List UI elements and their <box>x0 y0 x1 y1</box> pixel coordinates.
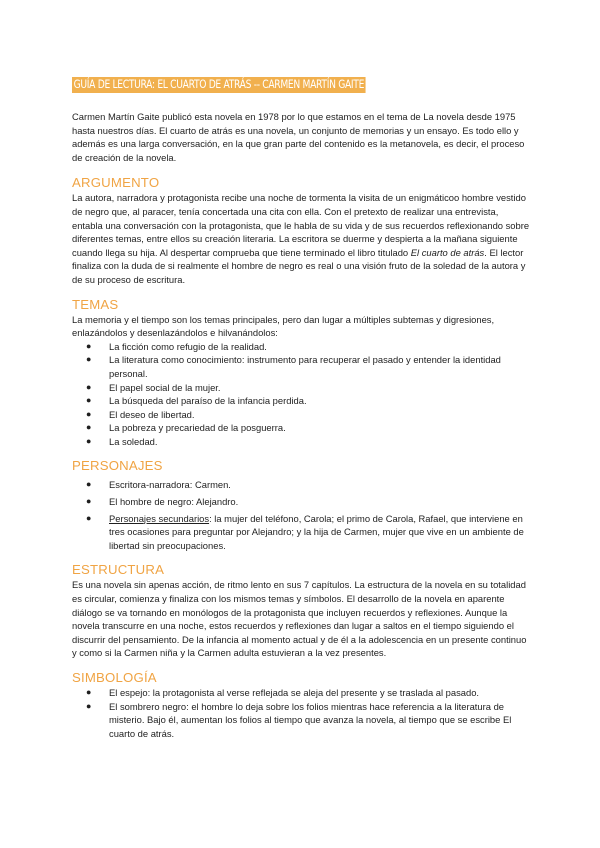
section-simbologia <box>72 670 530 740</box>
bullet-icon: ● <box>86 479 92 490</box>
list-item-text: La búsqueda del paraíso de la infancia perdida. <box>109 395 307 407</box>
list-item-text: El sombrero negro: el hombre lo deja sobre los folios mientras hace referencia a la literatura de misterio. Bajo él, aumentan los folios al tiempo que avanza la novela, al tiempo que se escribe El cuarto de atrás. <box>109 700 512 739</box>
list-item-text: El papel social de la mujer. <box>109 381 221 393</box>
list-item <box>72 435 530 449</box>
temas-paragraph: La memoria y el tiempo son los temas principales, pero dan lugar a múltiples subtemas y digresiones, enlazándolos y desenlazándolos e hilvanándolos: <box>72 313 495 339</box>
section-argumento <box>72 175 530 286</box>
list-item <box>72 700 530 741</box>
list-item-text: La literatura como conocimiento: instrumento para recuperar el pasado y entender la identidad personal. <box>109 354 501 379</box>
document-title: GUÍA DE LECTURA: EL CUARTO DE ATRÁS -- CARMEN MARTÍN GAITE <box>73 78 365 91</box>
argumento-book-title: El cuarto de atrás <box>410 246 485 258</box>
list-item <box>72 353 530 380</box>
list-item <box>72 512 530 553</box>
simbologia-list <box>72 686 530 740</box>
list-item <box>72 478 530 492</box>
estructura-paragraph: Es una novela sin apenas acción, de ritmo lento en sus 7 capítulos. La estructura de la novela en su totalidad es circular, comienza y finaliza con los mismos temas y símbolos. El desarrollo de la novela en aparente diálogo se va tornando en monólogos de la protagonista que incluyen recuerdos y reflexiones. Aunque la novela transcurre en una noche, estos recuerdos y reflexiones dan lugar a saltos en el tiempo siguiendo el discurrir del pensamiento. De la infancia al momento actual y de él a la adolescencia en un presente continuo y como si la Carmen niña y la Carmen adulta estuvieran a la vez presentes. <box>72 579 527 659</box>
heading-argumento: ARGUMENTO <box>72 175 160 191</box>
list-item <box>72 381 530 395</box>
list-item-text: El hombre de negro: Alejandro. <box>109 496 239 508</box>
bullet-icon: ● <box>86 395 92 406</box>
list-item-text: El deseo de libertad. <box>109 408 195 420</box>
bullet-icon: ● <box>86 340 92 351</box>
list-item <box>72 686 530 700</box>
list-item-text: La soledad. <box>109 435 158 447</box>
temas-list <box>72 340 530 449</box>
list-item-text: Escritora-narradora: Carmen. <box>109 479 231 491</box>
bullet-icon: ● <box>86 496 92 507</box>
bullet-icon: ● <box>86 381 92 392</box>
bullet-icon: ● <box>86 700 92 711</box>
argumento-paragraph <box>72 191 530 286</box>
heading-personajes: PERSONAJES <box>72 458 163 474</box>
personajes-list <box>72 478 530 552</box>
bullet-icon: ● <box>86 354 92 365</box>
list-item <box>72 340 530 354</box>
intro-paragraph: Carmen Martín Gaite publicó esta novela en 1978 por lo que estamos en el tema de La novela desde 1975 hasta nuestros días. El cuarto de atrás es una novela, un conjunto de memorias y un ensayo. Es todo ello y además es una larga conversación, en la que gran parte del contenido es la metanovela, es decir, el proceso de creación de la novela. <box>72 111 525 163</box>
argumento-text-after: . El lector finaliza con la duda de si realmente el hombre de negro es real o una visión fruto de la soledad de la autora y de su proceso de escritura. <box>72 246 526 285</box>
bullet-icon: ● <box>86 687 92 697</box>
list-item-text: : la mujer del teléfono, Carola; el primo de Carola, Rafael, que interviene en tres ocasiones para preguntar por Alejandro; y la hija de Carmen, mujer que vive en un ambiente de libertad sin preocupaciones. <box>109 512 524 551</box>
section-temas <box>72 297 530 449</box>
list-item <box>72 394 530 408</box>
list-item-text: El espejo: la protagonista al verse reflejada se aleja del presente y se traslada al pasado. <box>109 687 480 698</box>
list-item <box>72 408 530 422</box>
secondary-characters-label: Personajes secundarios <box>109 512 210 524</box>
bullet-icon: ● <box>86 435 92 446</box>
list-item <box>72 495 530 509</box>
title-wrap <box>72 75 430 93</box>
bullet-icon: ● <box>86 422 92 433</box>
section-personajes <box>72 458 530 552</box>
heading-estructura: ESTRUCTURA <box>72 562 165 578</box>
bullet-icon: ● <box>86 512 92 523</box>
section-estructura <box>72 562 530 660</box>
heading-simbologia: SIMBOLOGÍA <box>72 670 157 685</box>
list-item-text: La pobreza y precariedad de la posguerra. <box>109 422 286 434</box>
heading-temas: TEMAS <box>72 296 119 312</box>
document-content <box>72 110 530 750</box>
list-item-text: La ficción como refugio de la realidad. <box>109 340 267 352</box>
bullet-icon: ● <box>86 408 92 419</box>
list-item <box>72 421 530 435</box>
argumento-text-before: La autora, narradora y protagonista recibe una noche de tormenta la visita de un enigmáticoo hombre vestido de negro que, al paracer, tenía concertada una cita con ella. Con el pretexto de realizar una entrevista, entabla una conversación con la protagonista, que le habla de su vida y de sus recuerdos reflexionando sobre diferentes temas, entre ellos su creación literaria. La escritora se duerme y despierta a la mañana siguiente cuando llega su hija. Al despertar comprueba que tiene terminado el libro titulado <box>72 192 530 258</box>
